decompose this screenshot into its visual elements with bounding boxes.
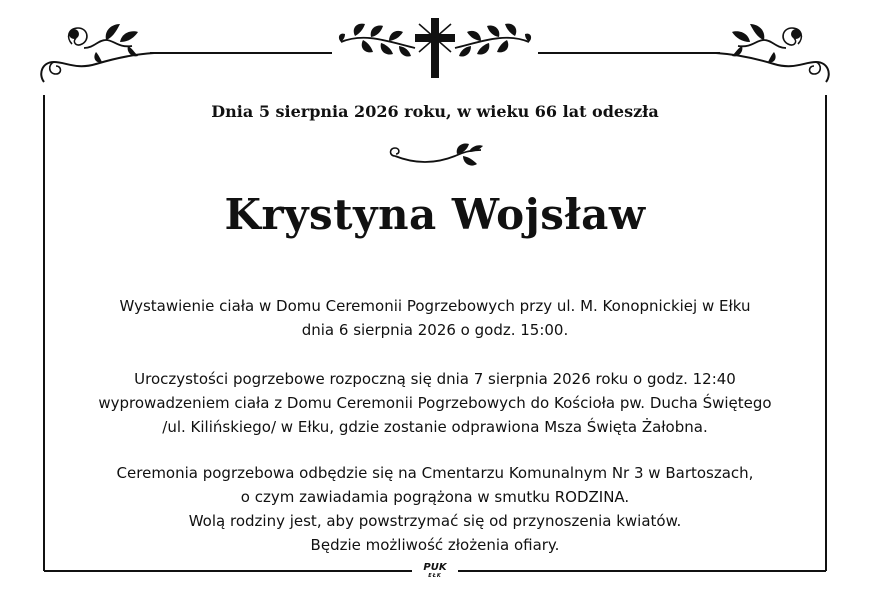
laurel-branch-icon bbox=[339, 24, 415, 57]
laurel-branch-icon bbox=[455, 24, 531, 57]
viewing-paragraph bbox=[45, 294, 825, 342]
cross-icon bbox=[335, 12, 535, 82]
text-line: Będzie możliwość złożenia ofiary. bbox=[310, 536, 560, 554]
burial-paragraph bbox=[45, 461, 825, 557]
deceased-name: Krystyna Wojsław bbox=[224, 190, 646, 239]
logo-main-text: PUK bbox=[423, 562, 447, 573]
text-line: Uroczystości pogrzebowe rozpoczną się dnia 7 sierpnia 2026 roku o godz. 12:40 bbox=[134, 370, 736, 388]
text-line: o czym zawiadamia pogrążona w smutku RODZINA. bbox=[240, 488, 630, 506]
text-line: Ceremonia pogrzebowa odbędzie się na Cmentarzu Komunalnym Nr 3 w Bartoszach, bbox=[116, 464, 754, 482]
logo-sub-text: EŁK bbox=[428, 573, 442, 579]
text-line: Wystawienie ciała w Domu Ceremonii Pogrzebowych przy ul. M. Konopnickiej w Ełku bbox=[119, 297, 751, 315]
company-logo bbox=[419, 563, 451, 579]
corner-flourish-icon bbox=[714, 18, 834, 90]
text-line: Wolą rodziny jest, aby powstrzymać się od przynoszenia kwiatów. bbox=[188, 512, 682, 530]
funeral-mass-paragraph bbox=[45, 367, 825, 439]
text-line: /ul. Kilińskiego/ w Ełku, gdzie zostanie odprawiona Msza Święta Żałobna. bbox=[162, 418, 708, 436]
death-announcement-headline: Dnia 5 sierpnia 2026 roku, w wieku 66 lat odeszła bbox=[211, 102, 659, 121]
corner-flourish-icon bbox=[36, 18, 156, 90]
text-line: wyprowadzeniem ciała z Domu Ceremonii Pogrzebowych do Kościoła pw. Ducha Świętego bbox=[98, 394, 772, 412]
divider-flourish-icon bbox=[385, 142, 485, 172]
text-line: dnia 6 sierpnia 2026 o godz. 15:00. bbox=[301, 321, 569, 339]
